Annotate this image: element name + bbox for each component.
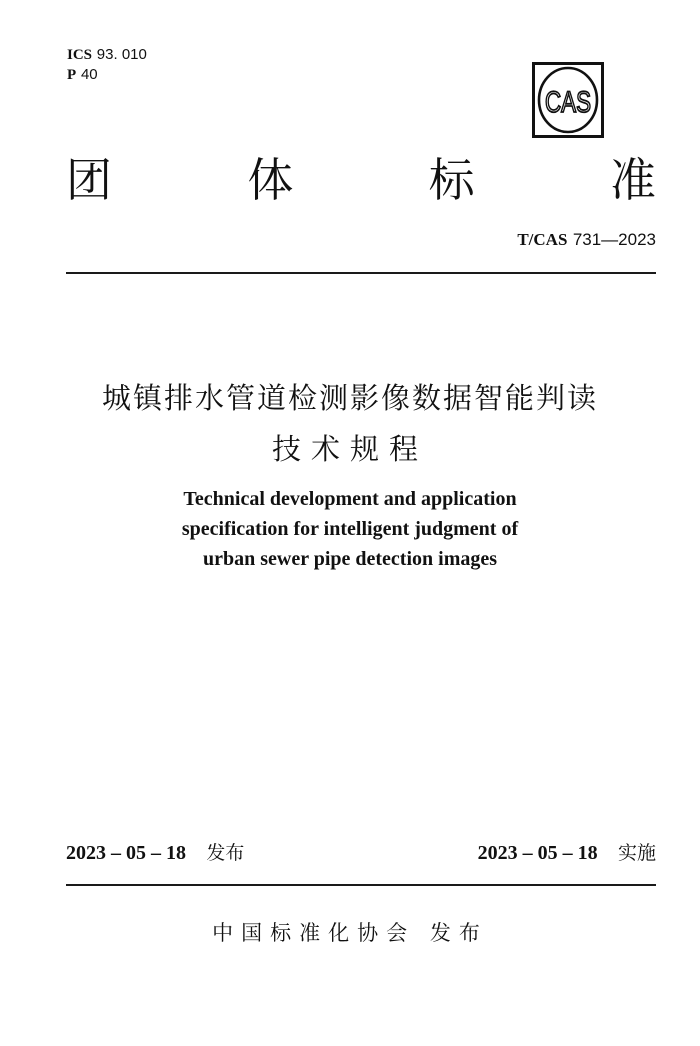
implement-date-label: 实施 — [617, 842, 656, 864]
standard-number-prefix: T/CAS — [517, 230, 568, 249]
chinese-title-line-1: 城镇排水管道检测影像数据智能判读 — [101, 381, 598, 415]
publish-date-label: 发布 — [206, 842, 245, 864]
standard-type-char: 体 — [247, 153, 294, 207]
standard-type-char: 准 — [609, 153, 656, 207]
top-divider — [66, 272, 656, 274]
bottom-divider — [66, 884, 656, 886]
publisher: 中国标准化协会 发布 — [212, 921, 488, 945]
english-title — [0, 484, 700, 574]
publish-date-value: 2023 – 05 – 18 — [66, 842, 186, 864]
ccs-code — [67, 64, 147, 84]
standard-type-heading — [66, 148, 656, 212]
publish-date — [66, 838, 244, 867]
ics-value: 93. 010 — [96, 46, 147, 63]
ccs-label: P — [67, 67, 77, 83]
classification-codes — [67, 44, 147, 84]
implement-date — [478, 838, 656, 867]
english-title-line: urban sewer pipe detection images — [202, 548, 498, 570]
ics-code — [67, 44, 147, 64]
standard-number — [517, 229, 656, 251]
english-title-line: Technical development and application — [183, 488, 517, 510]
chinese-title-line-2: 技术规程 — [271, 432, 428, 466]
ics-label: ICS — [67, 47, 93, 63]
implement-date-value: 2023 – 05 – 18 — [477, 842, 598, 864]
cas-logo-icon — [532, 62, 604, 138]
cas-logo-text: CAS — [545, 86, 591, 119]
ccs-value: 40 — [80, 66, 98, 83]
standard-type-char: 团 — [66, 153, 112, 207]
standard-number-value: 731—2023 — [572, 230, 656, 249]
english-title-line: specification for intelligent judgment of — [181, 518, 519, 540]
standard-type-char: 标 — [428, 153, 475, 207]
